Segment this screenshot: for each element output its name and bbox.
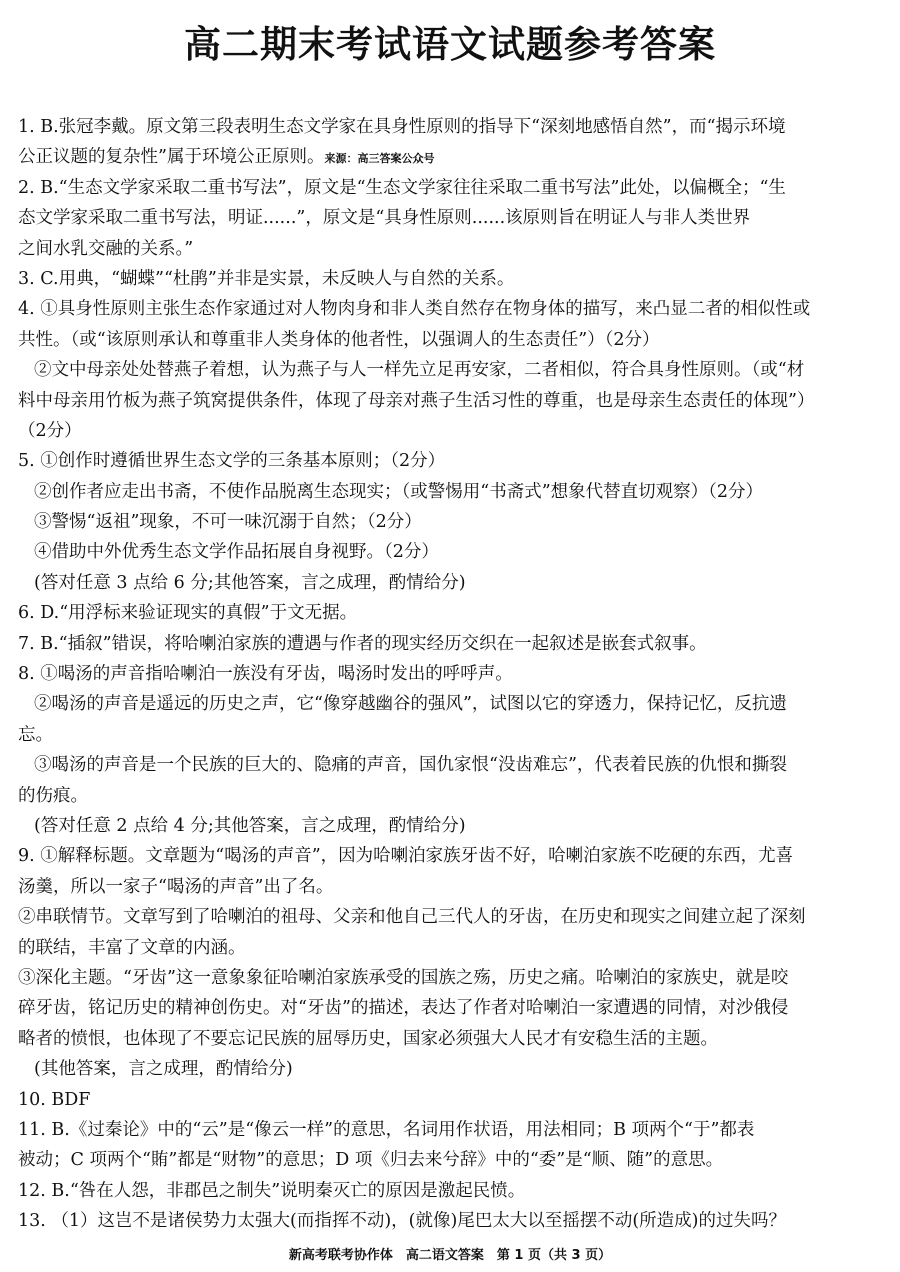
text-line: ②串联情节。文章写到了哈喇泊的祖母、父亲和他自己三代人的牙齿，在历史和现实之间建立起了深刻 <box>18 907 806 928</box>
text-line: 7. B.“插叙”错误，将哈喇泊家族的遭遇与作者的现实经历交织在一起叙述是嵌套式叙事。 <box>18 633 707 654</box>
text-line: 碎牙齿，铭记历史的精神创伤史。对“牙齿”的描述，表达了作者对哈喇泊一家遭遇的同情，对沙俄侵 <box>18 998 789 1019</box>
text-line: ③深化主题。“牙齿”这一意象象征哈喇泊家族承受的国族之殇，历史之痛。哈喇泊的家族史，就是咬 <box>18 967 789 988</box>
text-line: 9. ①解释标题。文章题为“喝汤的声音”，因为哈喇泊家族牙齿不好，哈喇泊家族不吃硬的东西，尤喜 <box>18 846 794 867</box>
text-line: 1. B.张冠李戴。原文第三段表明生态文学家在具身性原则的指导下“深刻地感悟自然”，而“揭示环境 <box>18 117 786 137</box>
text-line: 10. BDF <box>18 1089 91 1110</box>
text-line: ②文中母亲处处替燕子着想，认为燕子与人一样先立足再安家，二者相似，符合具身性原则。（或“材 <box>34 360 805 381</box>
text-line: 13. （1）这岂不是诸侯势力太强大(而指挥不动)，(就像)尾巴太大以至摇摆不动(所造成)的过失吗？ <box>18 1211 786 1232</box>
text-line: (答对任意 3 点给 6 分;其他答案，言之成理，酌情给分) <box>34 572 466 593</box>
page-footer: 新高考联考协作体 高二语文答案 第 1 页（共 3 页） <box>288 1248 612 1263</box>
text-line: 态文学家采取二重书写法，明证......”，原文是“具身性原则......该原则旨在明证人与非人类世界 <box>18 208 751 229</box>
text-line: 3. C.用典，“蝴蝶”“杜鹃”并非是实景，未反映人与自然的关系。 <box>18 268 515 289</box>
page-title: 高二期末考试语文试题参考答案 <box>184 23 716 66</box>
text-line: 共性。（或“该原则承认和尊重非人类身体的他者性，以强调人的生态责任”）（2分） <box>18 329 660 350</box>
text-line: (其他答案，言之成理，酌情给分) <box>34 1059 293 1080</box>
text-line: 公正议题的复杂性”属于环境公正原则。来源：高三答案公众号 <box>18 147 435 168</box>
text-line: 6. D.“用浮标来验证现实的真假”于文无据。 <box>18 603 358 624</box>
text-line: 8. ①喝汤的声音指哈喇泊一族没有牙齿，喝汤时发出的呼呼声。 <box>18 664 513 685</box>
answer-content <box>18 112 880 1236</box>
text-line: 忘。 <box>18 724 53 745</box>
text-line: 的伤痕。 <box>18 785 88 806</box>
text-line: 4. ①具身性原则主张生态作家通过对人物肉身和非人类自然存在物身体的描写，来凸显二者的相似性或 <box>18 299 811 320</box>
text-line: ②创作者应走出书斋，不使作品脱离生态现实；（或警惕用“书斋式”想象代替直切观察）（2分） <box>34 481 764 502</box>
text-line: 略者的愤恨，也体现了不要忘记民族的屈辱历史，国家必须强大人民才有安稳生活的主题。 <box>18 1028 718 1049</box>
text-line: (答对任意 2 点给 4 分;其他答案，言之成理，酌情给分) <box>34 815 466 836</box>
text-line: 2. B.“生态文学家采取二重书写法”，原文是“生态文学家往往采取二重书写法”此处，以偏概全；“生 <box>18 177 786 198</box>
text-line: ③喝汤的声音是一个民族的巨大的、隐痛的声音，国仇家恨“没齿难忘”，代表着民族的仇恨和撕裂 <box>34 755 787 776</box>
text-line: 5. ①创作时遵循世界生态文学的三条基本原则；（2分） <box>18 451 446 472</box>
text-line: （2分） <box>18 420 82 441</box>
text-line: ③警惕“返祖”现象，不可一味沉溺于自然；（2分） <box>34 512 422 533</box>
text-line: 汤羹，所以一家子“喝汤的声音”出了名。 <box>18 876 334 897</box>
text-line: 12. B.“咎在人怨，非郡邑之制失”说明秦灭亡的原因是激起民愤。 <box>18 1180 526 1201</box>
text-line: 料中母亲用竹板为燕子筑窝提供条件，体现了母亲对燕子生活习性的尊重，也是母亲生态责任的体现”） <box>18 390 815 411</box>
text-line: ④借助中外优秀生态文学作品拓展自身视野。（2分） <box>34 542 439 563</box>
text-line: 的联结，丰富了文章的内涵。 <box>18 937 246 958</box>
text-line: ②喝汤的声音是遥远的历史之声，它“像穿越幽谷的强风”，试图以它的穿透力，保持记忆，反抗遗 <box>34 694 787 715</box>
source-note: 来源：高三答案公众号 <box>324 152 435 166</box>
text-line: 11. B.《过秦论》中的“云”是“像云一样”的意思，名词用作状语，用法相同；B 项两个“于”都表 <box>18 1119 755 1140</box>
text-line: 被动；C 项两个“賄”都是“财物”的意思；D 项《归去来兮辞》中的“委”是“顺、随”的意思。 <box>18 1150 724 1171</box>
text-line: 之间水乳交融的关系。” <box>18 238 194 259</box>
